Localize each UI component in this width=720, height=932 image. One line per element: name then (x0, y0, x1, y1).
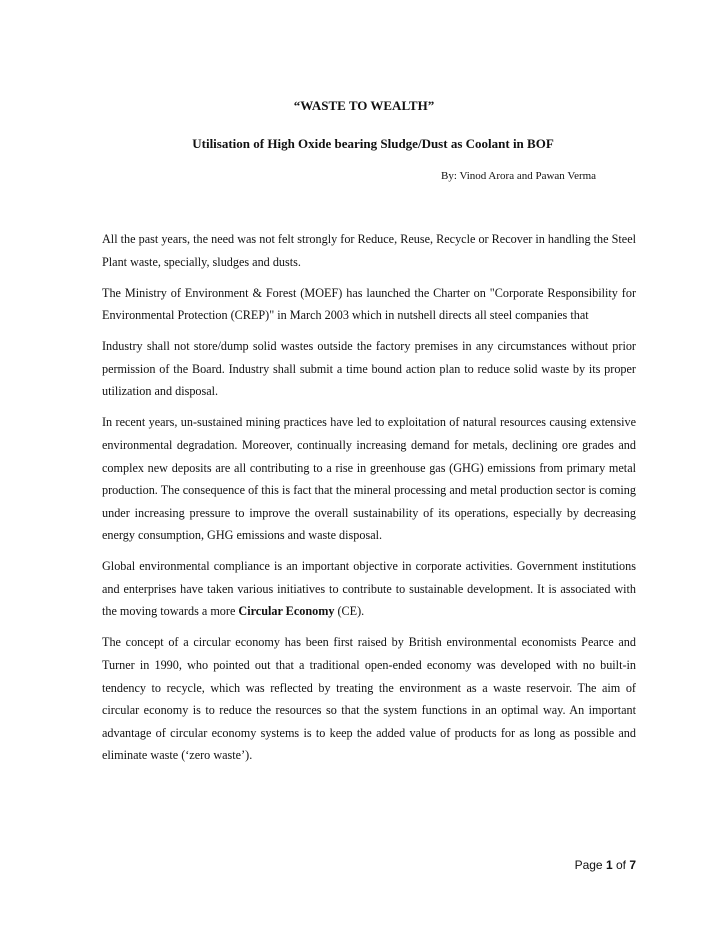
document-subtitle: Utilisation of High Oxide bearing Sludge/Dust as Coolant in BOF (192, 136, 554, 151)
paragraph: The concept of a circular economy has been first raised by British environmental economists Pearce and Turner in 1990, who pointed out that a traditional open-ended economy was developed with no built-in tendency to recycle, which was reflected by treating the environment as a waste reservoir. The aim of circular economy is to reduce the resources so that the system functions in an optimal way. An important advantage of circular economy systems is to keep the added value of products for as long as possible and eliminate waste (‘zero waste’). (102, 635, 636, 763)
page-word: Page (574, 858, 606, 872)
paragraph-text: Global environmental compliance is an important objective in corporate activities. Government institutions and enterprises have taken various initiatives to contribute to sustainable development. It is associated with the moving towards a more (102, 559, 636, 619)
page-of: of (612, 858, 630, 872)
paragraph: The Ministry of Environment & Forest (MOEF) has launched the Charter on "Corporate Responsibility for Environmental Protection (CREP)" in March 2003 which in nutshell directs all steel companies that (102, 285, 636, 323)
document-title: “WASTE TO WEALTH” (293, 98, 435, 113)
paragraph-text: (CE). (334, 604, 365, 619)
author-byline: By: Vinod Arora and Pawan Verma (441, 170, 597, 182)
paragraph-circular-economy (102, 555, 636, 623)
page-current: 1 (605, 858, 613, 872)
document-body (102, 228, 636, 775)
page-total: 7 (629, 858, 636, 872)
page-number-footer (575, 858, 636, 872)
paragraph: In recent years, un-sustained mining practices have led to exploitation of natural resources causing extensive environmental degradation. Moreover, continually increasing demand for metals, declining ore grades and complex new deposits are all contributing to a rise in greenhouse gas (GHG) emissions from primary metal production. The consequence of this is fact that the mineral processing and metal production sector is coming under increasing pressure to improve the overall sustainability of its operations, especially by decreasing energy consumption, GHG emissions and waste disposal. (102, 415, 636, 543)
paragraph: Industry shall not store/dump solid wastes outside the factory premises in any circumstances without prior permission of the Board. Industry shall submit a time bound action plan to reduce solid waste by its proper utilization and disposal. (102, 339, 636, 399)
paragraph: All the past years, the need was not felt strongly for Reduce, Reuse, Recycle or Recover in handling the Steel Plant waste, specially, sludges and dusts. (102, 232, 636, 269)
bold-term: Circular Economy (238, 604, 335, 619)
